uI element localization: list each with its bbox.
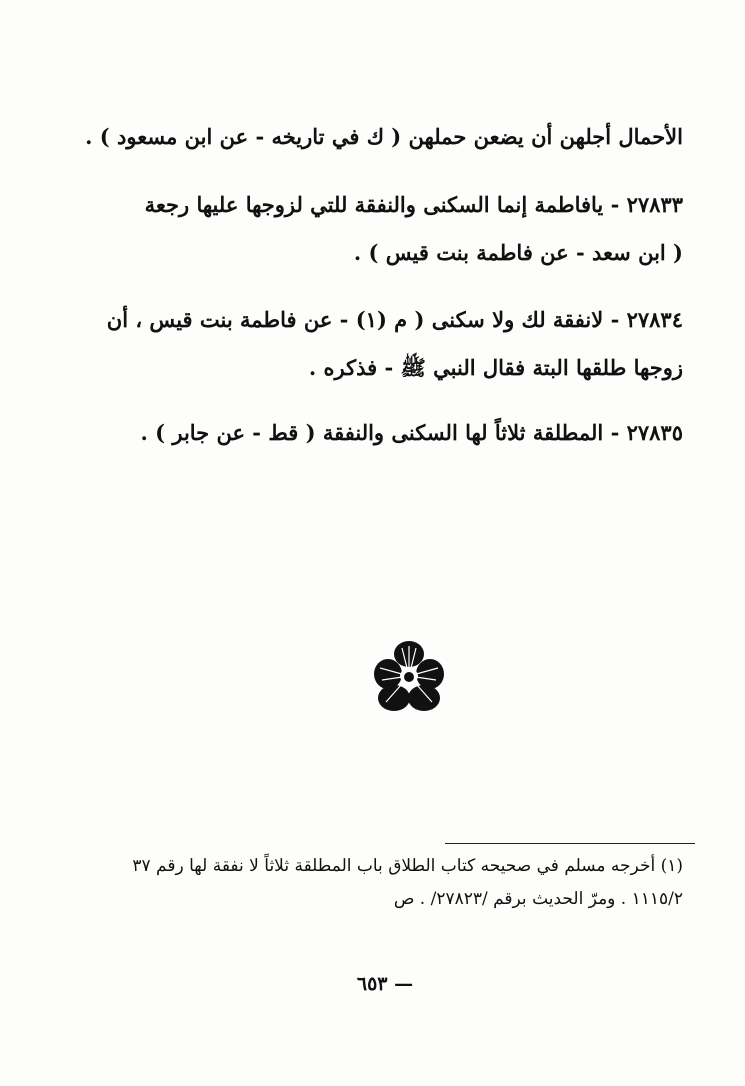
footnote-separator	[445, 843, 695, 844]
hadith-27833-line-1: ٢٧٨٣٣ - يافاطمة إنما السكنى والنفقة للتي لزوجها عليها رجعة	[144, 192, 683, 217]
hadith-27835-line-1: ٢٧٨٣٥ - المطلقة ثلاثاً لها السكنى والنفقة ( قط - عن جابر ) .	[140, 420, 683, 445]
hadith-27833-line-2: ( ابن سعد - عن فاطمة بنت قيس ) .	[353, 240, 683, 265]
hadith-27834-line-2: زوجها طلقها البتة فقال النبي ﷺ - فذكره .	[308, 355, 683, 380]
flower-ornament-icon	[372, 640, 446, 714]
footnote-line-2: ١١١٥/٢ . ومرّ الحديث برقم /٢٧٨٢٣/ . ص	[393, 889, 683, 909]
hadith-text-line-1: الأحمال أجلهن أن يضعن حملهن ( ك في تاريخه - عن ابن مسعود ) .	[85, 124, 683, 149]
hadith-27834-line-1: ٢٧٨٣٤ - لانفقة لك ولا سكنى ( م (١) - عن فاطمة بنت قيس ، أن	[106, 307, 683, 332]
footnote-line-1: (١) أخرجه مسلم في صحيحه كتاب الطلاق باب المطلقة ثلاثاً لا نفقة لها رقم ٣٧	[132, 856, 683, 876]
page-number: — ٦٥٣	[356, 973, 414, 995]
